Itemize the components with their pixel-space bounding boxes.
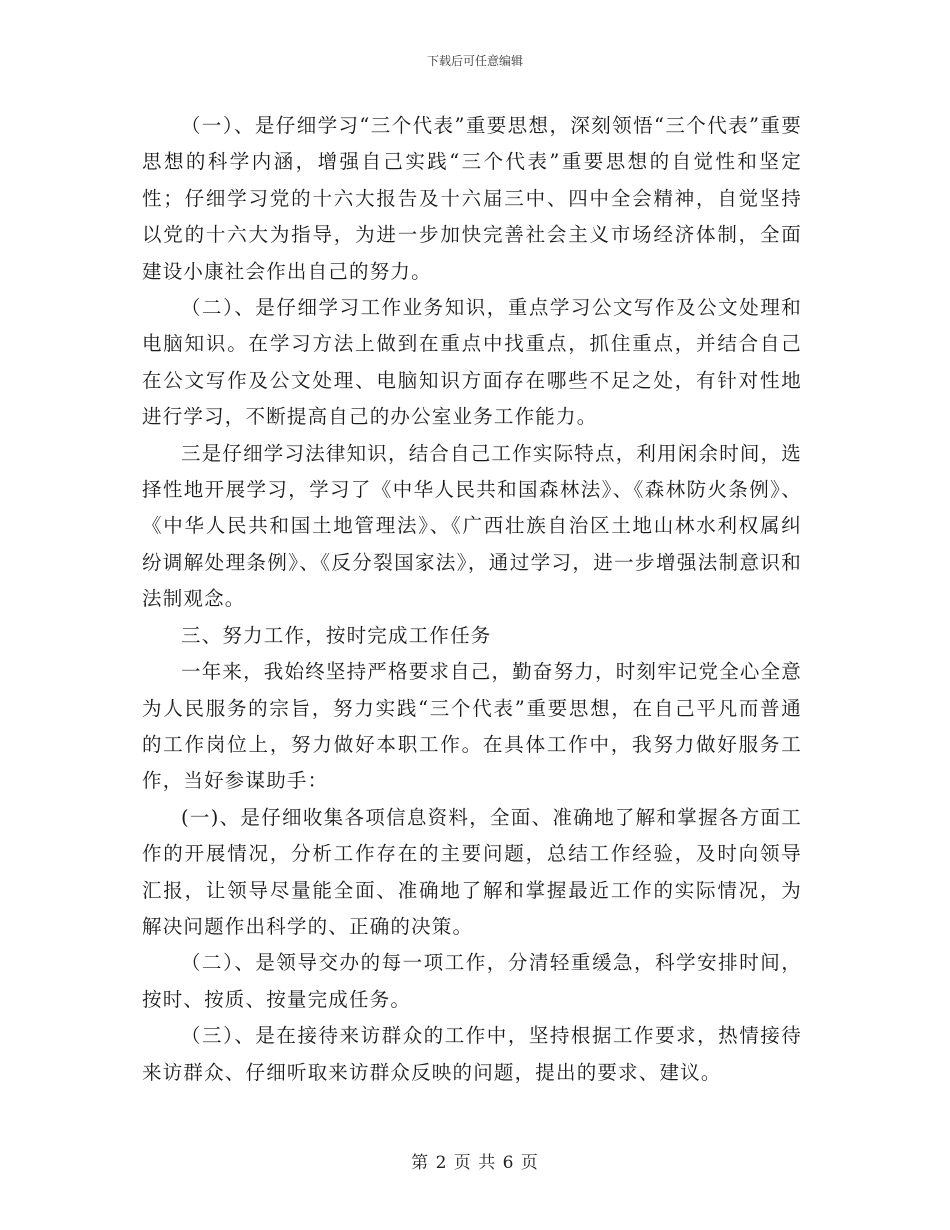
- paragraph-year-summary: 一年来，我始终坚持严格要求自己，勤奋努力，时刻牢记党全心全意为人民服务的宗旨，努力实践“三个代表”重要思想，在自己平凡而普通的工作岗位上，努力做好本职工作。在具体工作中，我努力做好服务工作，当好参谋助手：: [142, 660, 803, 793]
- paragraph-receive-visitors: （三）、是在接待来访群众的工作中，坚持根据工作要求，热情接待来访群众、仔细听取来访群众反映的问题，提出的要求、建议。: [142, 1024, 802, 1084]
- paragraph-study-business-knowledge: （二）、是仔细学习工作业务知识，重点学习公文写作及公文处理和电脑知识。在学习方法上做到在重点中找重点，抓住重点，并结合自己在公文写作及公文处理、电脑知识方面存在哪些不足之处，有针对性地进行学习，不断提高自己的办公室业务工作能力。: [142, 296, 802, 429]
- paragraph-collect-information: (一)、是仔细收集各项信息资料，全面、准确地了解和掌握各方面工作的开展情况，分析工作存在的主要问题，总结工作经验，及时向领导汇报，让领导尽量能全面、准确地了解和掌握最近工作的实际情况，为解决问题作出科学的、正确的决策。: [142, 805, 802, 938]
- paragraph-leader-tasks: （二）、是领导交办的每一项工作，分清轻重缓急，科学安排时间，按时、按质、按量完成任务。: [142, 951, 802, 1011]
- paragraph-study-law: 三是仔细学习法律知识，结合自己工作实际特点，利用闲余时间，选择性地开展学习，学习了《中华人民共和国森林法》、《森林防火条例》、《中华人民共和国土地管理法》、《广西壮族自治区土地山林水利权属纠纷调解处理条例》、《反分裂国家法》，通过学习，进一步增强法制意识和法制观念。: [142, 441, 803, 611]
- page-number-footer: 第 2 页 共 6 页: [411, 1153, 539, 1173]
- section-heading-work: 三、努力工作，按时完成工作任务: [181, 623, 492, 647]
- document-body: [142, 108, 802, 1091]
- paragraph-study-three-represents: （一）、是仔细学习“三个代表”重要思想，深刻领悟“三个代表”重要思想的科学内涵，增强自己实践“三个代表”重要思想的自觉性和坚定性；仔细学习党的十六大报告及十六届三中、四中全会精神，自觉坚持以党的十六大为指导，为进一步加快完善社会主义市场经济体制，全面建设小康社会作出自己的努力。: [142, 114, 802, 283]
- page-header: 下载后可任意编辑: [426, 54, 523, 68]
